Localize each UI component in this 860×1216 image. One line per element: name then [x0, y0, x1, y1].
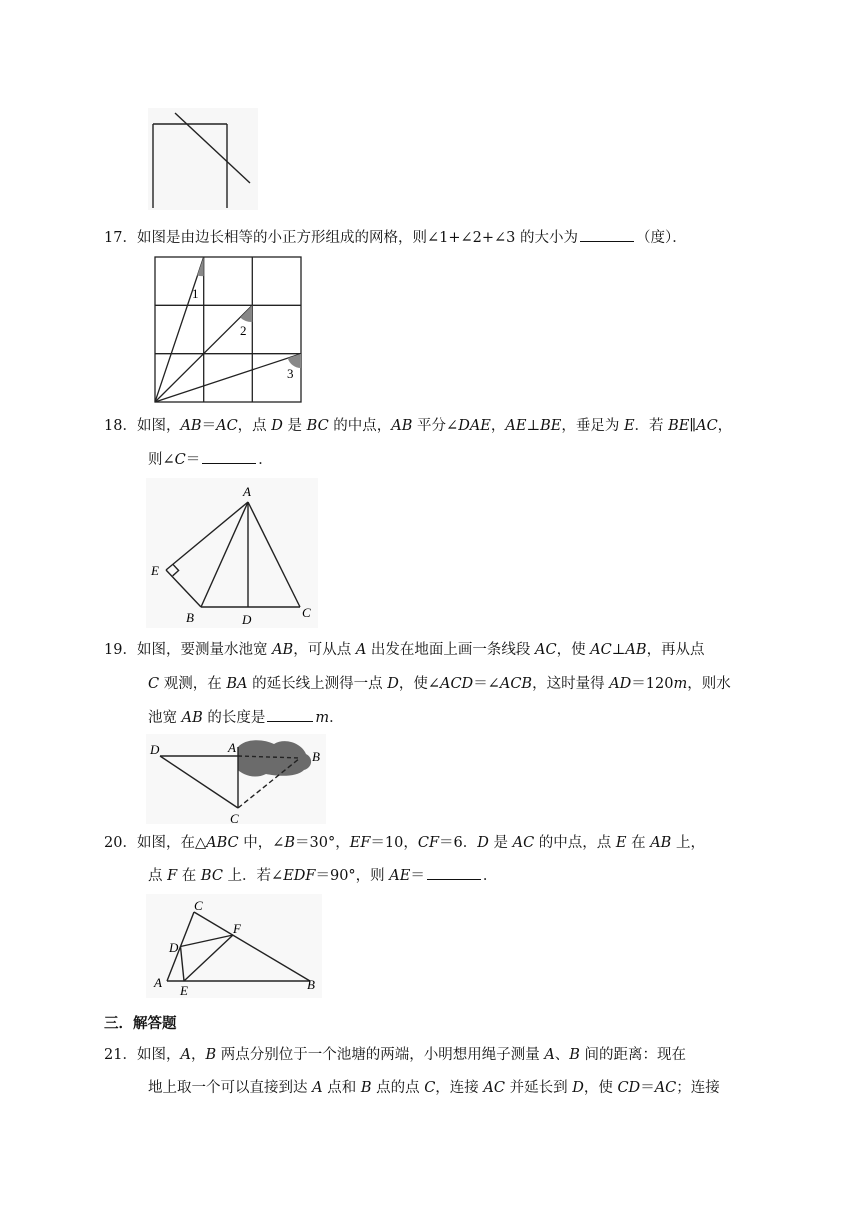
text: ＝90°，则: [315, 868, 390, 884]
answer-blank: [267, 709, 313, 722]
text: ACD: [439, 676, 474, 692]
text: AC: [696, 418, 718, 434]
angle-label-2: 2: [240, 323, 247, 338]
text: ．: [329, 710, 344, 726]
section-heading: 三．解答题: [104, 1015, 177, 1032]
text: BC: [200, 868, 223, 884]
text: ＝30°，: [295, 835, 350, 851]
text: 并延长到: [504, 1080, 573, 1096]
text: ＝: [410, 868, 425, 884]
text: BE: [540, 418, 562, 434]
text: AB: [391, 418, 413, 434]
text: BC: [306, 418, 329, 434]
text: 平分∠: [412, 418, 459, 434]
text: 上，: [671, 835, 705, 851]
text: CF: [417, 835, 439, 851]
text: ，使∠: [398, 676, 440, 692]
text: AD: [609, 676, 632, 692]
text: D: [387, 676, 399, 692]
text: 出发在地面上画一条线段: [366, 642, 536, 658]
text: ＝: [640, 1080, 655, 1096]
text: 的中点，点: [534, 835, 616, 851]
text: A: [355, 642, 367, 658]
text: ，使: [556, 642, 591, 658]
text: ＝: [201, 418, 217, 434]
text: 点的点: [371, 1080, 425, 1096]
text: ，则水: [687, 676, 731, 692]
question-number: 21．: [104, 1047, 137, 1063]
text: 点: [148, 868, 168, 884]
text: B: [360, 1080, 372, 1096]
text: 如图，要测量水池宽: [136, 642, 273, 658]
text: 中，∠: [238, 835, 285, 851]
question-20-line2: [148, 866, 497, 886]
text: CD: [617, 1080, 641, 1096]
question-17: [104, 228, 687, 248]
point-label-C: C: [230, 811, 239, 824]
text: ．若: [634, 418, 669, 434]
text: 是: [282, 418, 307, 434]
point-label-C: C: [302, 605, 311, 620]
q17-grid-figure: [150, 252, 308, 404]
text: ，: [490, 418, 506, 434]
text: AB: [272, 642, 294, 658]
text: AB: [625, 642, 647, 658]
text: D: [477, 835, 489, 851]
text: A: [312, 1080, 323, 1096]
text: 点和: [322, 1080, 361, 1096]
text: B: [569, 1047, 580, 1063]
answer-blank: [427, 867, 481, 880]
text: ＝10，: [370, 835, 418, 851]
text: DAE: [458, 418, 491, 434]
text: B: [205, 1047, 217, 1063]
text: ，使: [583, 1080, 618, 1096]
question-number: 20．: [104, 835, 137, 851]
text: ，: [190, 1047, 206, 1063]
angle-label-1: 1: [192, 286, 199, 301]
text: ，: [717, 418, 733, 434]
text: ＝6．: [439, 835, 478, 851]
text: EDF: [283, 868, 316, 884]
point-label-B: B: [307, 977, 315, 992]
text: ⊥: [526, 418, 541, 434]
text: 、: [554, 1047, 570, 1063]
question-21-line2: [148, 1078, 720, 1098]
text: A: [180, 1047, 191, 1063]
text: AB: [180, 418, 202, 434]
text: 如图，: [136, 418, 181, 434]
text: ，可从点: [293, 642, 356, 658]
point-label-B: B: [312, 749, 320, 764]
text: 在: [626, 835, 651, 851]
point-label-E: E: [151, 563, 159, 578]
point-label-D: D: [169, 940, 179, 955]
text: ＝120: [631, 676, 674, 692]
point-label-D: D: [242, 612, 252, 627]
question-19-line2: [148, 674, 731, 694]
point-label-D: D: [150, 742, 160, 757]
text: ．: [258, 452, 273, 468]
point-label-B: B: [186, 610, 194, 625]
text: 上．若∠: [222, 868, 284, 884]
q18-triangle-figure: [146, 478, 318, 628]
text: 如图，在△: [136, 835, 207, 851]
text: AE: [389, 868, 411, 884]
text: D: [271, 418, 283, 434]
text: ABC: [206, 835, 239, 851]
q20-triangle-figure: [146, 894, 322, 998]
question-18: [104, 416, 732, 436]
text: m: [673, 676, 688, 692]
text: 的中点，: [328, 418, 392, 434]
text: AC: [590, 642, 612, 658]
text: ，这时量得: [532, 676, 610, 692]
point-label-A: A: [243, 484, 251, 499]
text: 在: [177, 868, 201, 884]
text: D: [572, 1080, 584, 1096]
text: 是: [488, 835, 513, 851]
text: AC: [216, 418, 238, 434]
text: ，垂足为: [561, 418, 624, 434]
text: A: [544, 1047, 555, 1063]
point-label-F: F: [233, 921, 241, 936]
text: ；连接: [676, 1080, 720, 1096]
text: C: [424, 1080, 436, 1096]
text: 观测，在: [159, 676, 227, 692]
text: AC: [483, 1080, 505, 1096]
point-label-A: A: [154, 975, 162, 990]
text: E: [615, 835, 627, 851]
question-number: 19．: [104, 642, 137, 658]
text: ∥: [689, 418, 697, 434]
point-label-C: C: [194, 898, 203, 913]
question-18-line2: [148, 450, 273, 470]
text: AC: [512, 835, 535, 851]
answer-blank: [580, 229, 634, 242]
text: B: [284, 835, 296, 851]
question-number: 18．: [104, 418, 137, 434]
point-label-E: E: [180, 983, 188, 998]
question-text: 如图是由边长相等的小正方形组成的网格，则∠1+∠2+∠3 的大小为: [136, 230, 578, 246]
text: AB: [650, 835, 672, 851]
text: ＝∠: [473, 676, 500, 692]
text: AB: [181, 710, 203, 726]
text: ，点: [237, 418, 272, 434]
text: 如图，: [136, 1047, 181, 1063]
text: ACB: [499, 676, 533, 692]
text: ，再从点: [646, 642, 705, 658]
text: m: [315, 710, 330, 726]
question-text-tail: （度）．: [635, 230, 687, 246]
question-21: [104, 1045, 686, 1065]
text: EF: [349, 835, 371, 851]
text: AC: [535, 642, 557, 658]
point-label-A: A: [228, 740, 236, 755]
q19-pool-figure: [146, 734, 326, 824]
text: C: [174, 452, 186, 468]
text: ⊥: [611, 642, 626, 658]
text: F: [167, 868, 178, 884]
question-number: 17．: [104, 230, 137, 246]
text: 则∠: [148, 452, 175, 468]
text: ＝: [185, 452, 201, 468]
text: 两点分别位于一个池塘的两端，小明想用绳子测量: [216, 1047, 545, 1063]
text: BE: [668, 418, 690, 434]
question-19: [104, 640, 705, 660]
text: E: [623, 418, 635, 434]
question-19-line3: [148, 708, 344, 728]
angle-label-3: 3: [287, 366, 294, 381]
question-20: [104, 833, 705, 853]
text: C: [148, 676, 160, 692]
answer-blank: [202, 451, 256, 464]
text: 间的距离：现在: [579, 1047, 687, 1063]
text: AC: [654, 1080, 677, 1096]
text: BA: [226, 676, 248, 692]
q16-figure: [148, 108, 258, 210]
text: 的长度是: [202, 710, 266, 726]
text: AE: [505, 418, 527, 434]
text: ．: [482, 868, 498, 884]
text: ，连接: [435, 1080, 484, 1096]
text: 的延长线上测得一点: [247, 676, 388, 692]
text: 地上取一个可以直接到达: [148, 1080, 313, 1096]
text: 池宽: [148, 710, 182, 726]
